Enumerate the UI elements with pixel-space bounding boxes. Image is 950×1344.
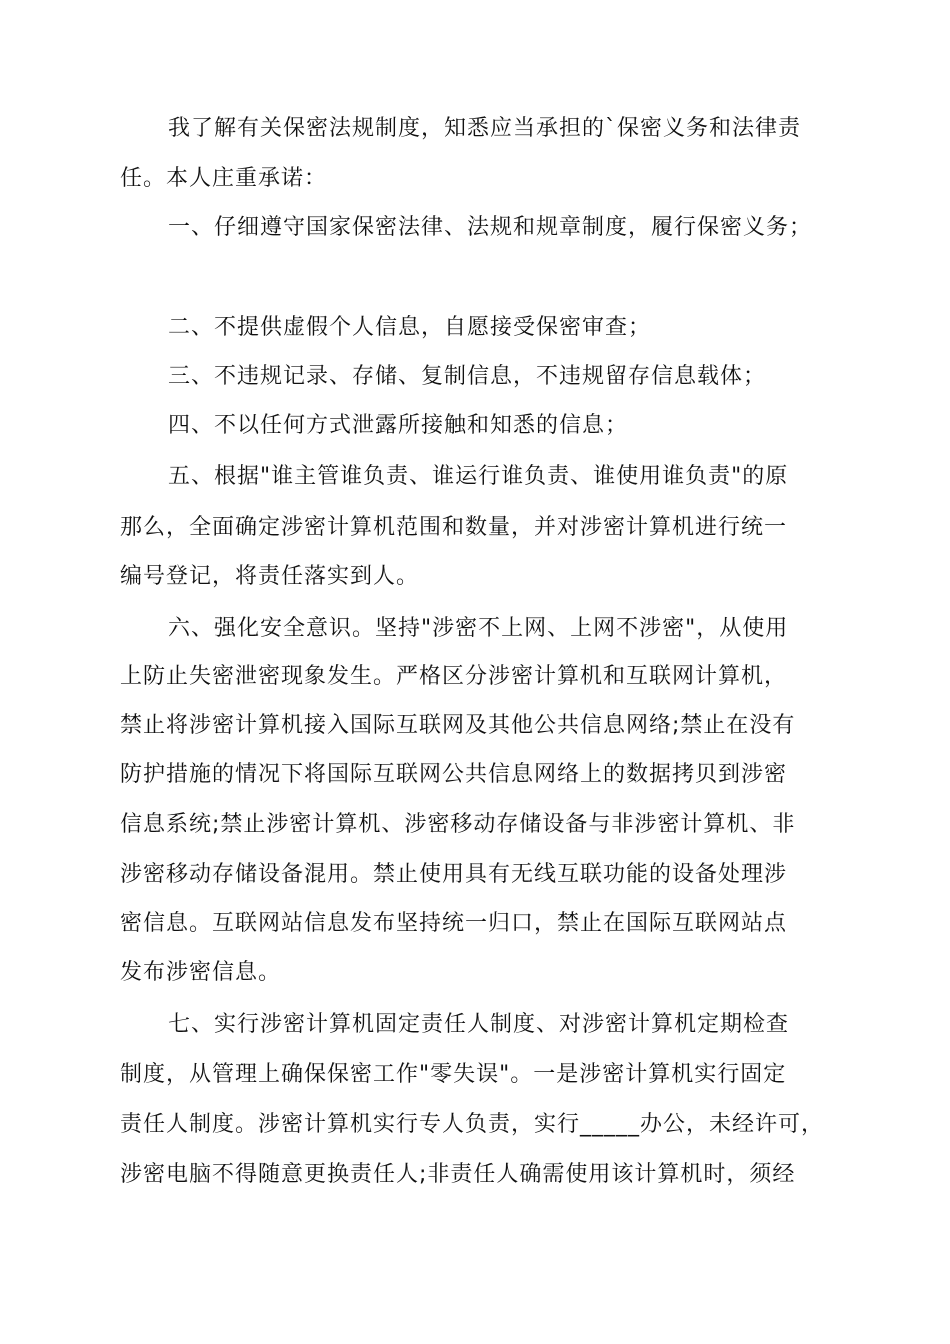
text-line: 制度，从管理上确保保密工作"零失误"。一是涉密计算机实行固定	[120, 1062, 787, 1087]
text-line: 四、不以任何方式泄露所接触和知悉的信息；	[168, 413, 629, 438]
text-line: 二、不提供虚假个人信息，自愿接受保密审查；	[168, 315, 652, 340]
text-line: 信息系统;禁止涉密计算机、涉密移动存储设备与非涉密计算机、非	[120, 812, 796, 837]
text-line: 涉密移动存储设备混用。禁止使用具有无线互联功能的设备处理涉	[120, 862, 788, 887]
text-line: 三、不违规记录、存储、复制信息，不违规留存信息载体；	[168, 364, 767, 389]
text-line: 编号登记，将责任落实到人。	[120, 564, 420, 589]
text-line: 涉密电脑不得随意更换责任人;非责任人确需使用该计算机时，须经	[120, 1162, 796, 1187]
text-line: 防护措施的情况下将国际互联网公共信息网络上的数据拷贝到涉密	[120, 762, 788, 787]
text-line: 密信息。互联网站信息发布坚持统一归口，禁止在国际互联网站点	[120, 911, 788, 936]
text-line: 责任人制度。涉密计算机实行专人负责，实行_____办公，未经许可，	[120, 1112, 825, 1137]
text-line: 那么，全面确定涉密计算机范围和数量，并对涉密计算机进行统一	[120, 515, 788, 540]
text-line: 五、根据"谁主管谁负责、谁运行谁负责、谁使用谁负责"的原	[168, 464, 789, 489]
text-line: 禁止将涉密计算机接入国际互联网及其他公共信息网络;禁止在没有	[120, 713, 796, 738]
text-line: 我了解有关保密法规制度，知悉应当承担的`保密义务和法律责	[168, 116, 802, 141]
text-line: 发布涉密信息。	[120, 960, 282, 985]
text-line: 一、仔细遵守国家保密法律、法规和规章制度，履行保密义务；	[168, 215, 813, 240]
text-line: 任。本人庄重承诺：	[120, 166, 328, 191]
text-line: 七、实行涉密计算机固定责任人制度、对涉密计算机定期检查	[168, 1012, 790, 1037]
text-line: 上防止失密泄密现象发生。严格区分涉密计算机和互联网计算机，	[120, 664, 788, 689]
text-line: 六、强化安全意识。坚持"涉密不上网、上网不涉密"，从使用	[168, 616, 789, 641]
